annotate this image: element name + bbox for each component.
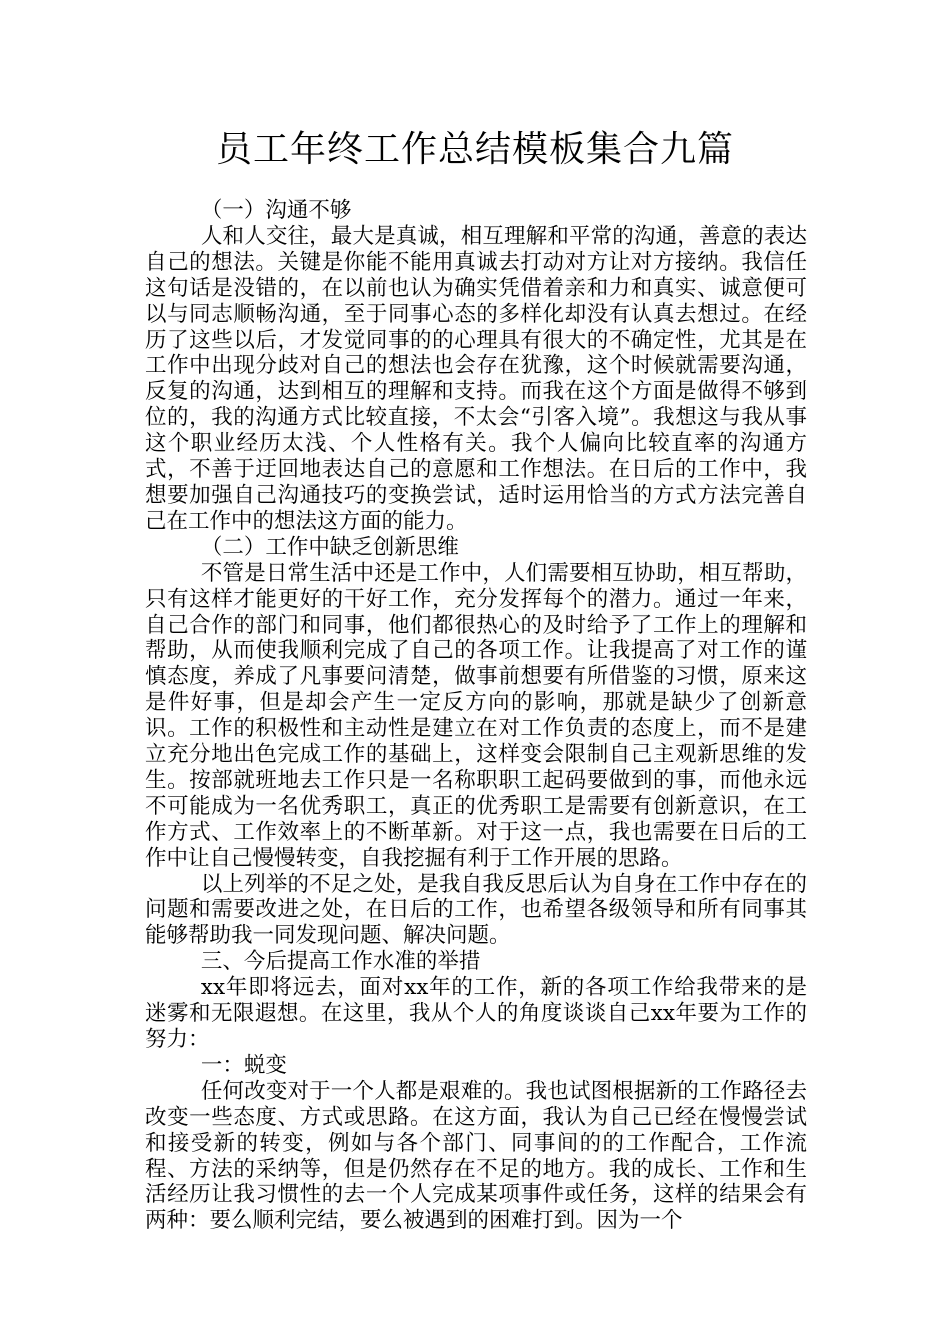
document-body: [145, 198, 807, 1234]
body-paragraph: 任何改变对于一个人都是艰难的。我也试图根据新的工作路径去改变一些态度、方式或思路。在这方面，我认为自己已经在慢慢尝试和接受新的转变，例如与各个部门、同事间的的工作配合，工作流程、方法的采纳等，但是仍然存在不足的地方。我的成长、工作和生活经历让我习惯性的去一个人完成某项事件或任务，这样的结果会有两种：要么顺利完结，要么被遇到的困难打到。因为一个: [145, 1078, 807, 1234]
document-title: 员工年终工作总结模板集合九篇: [215, 129, 734, 170]
body-paragraph: xx年即将远去，面对xx年的工作，新的各项工作给我带来的是迷雾和无限遐想。在这里，我从个人的角度谈谈自己xx年要为工作的努力：: [145, 975, 807, 1052]
body-paragraph: 人和人交往，最大是真诚，相互理解和平常的沟通，善意的表达自己的想法。关键是你能不能用真诚去打动对方让对方接纳。我信任这句话是没错的，在以前也认为确实凭借着亲和力和真实、诚意便可以与同志顺畅沟通，至于同事心态的多样化却没有认真去想过。在经历了这些以后，才发觉同事的的心理具有很大的不确定性，尤其是在工作中出现分歧对自己的想法也会存在犹豫，这个时候就需要沟通，反复的沟通，达到相互的理解和支持。而我在这个方面是做得不够到位的，我的沟通方式比较直接，不太会“引客入境”。我想这与我从事这个职业经历太浅、个人性格有关。我个人偏向比较直率的沟通方式，不善于迂回地表达自己的意愿和工作想法。在日后的工作中，我想要加强自己沟通技巧的变换尝试，适时运用恰当的方式方法完善自己在工作中的想法这方面的能力。: [145, 223, 807, 534]
section-heading: 一：蜕变: [200, 1052, 287, 1078]
section-heading: 三、今后提高工作水准的举措: [200, 949, 481, 975]
body-paragraph: 不管是日常生活中还是工作中，人们需要相互协助，相互帮助，只有这样才能更好的干好工作，充分发挥每个的潜力。通过一年来，自己合作的部门和同事，他们都很热心的及时给予了工作上的理解和帮助，从而使我顺利完成了自己的各项工作。让我提高了对工作的谨慎态度，养成了凡事要问清楚，做事前想要有所借鉴的习惯，原来这是件好事，但是却会产生一定反方向的影响，那就是缺少了创新意识。工作的积极性和主动性是建立在对工作负责的态度上，而不是建立充分地出色完成工作的基础上，这样变会限制自己主观新思维的发生。按部就班地去工作只是一名称职职工起码要做到的事，而他永远不可能成为一名优秀职工，真正的优秀职工是需要有创新意识，在工作方式、工作效率上的不断革新。对于这一点，我也需要在日后的工作中让自己慢慢转变，自我挖掘有利于工作开展的思路。: [145, 560, 807, 871]
body-paragraph: 以上列举的不足之处，是我自我反思后认为自身在工作中存在的问题和需要改进之处，在日后的工作，也希望各级领导和所有同事其能够帮助我一同发现问题、解决问题。: [145, 871, 807, 949]
section-heading: （二）工作中缺乏创新思维: [200, 534, 459, 560]
section-heading: （一）沟通不够: [200, 198, 352, 223]
